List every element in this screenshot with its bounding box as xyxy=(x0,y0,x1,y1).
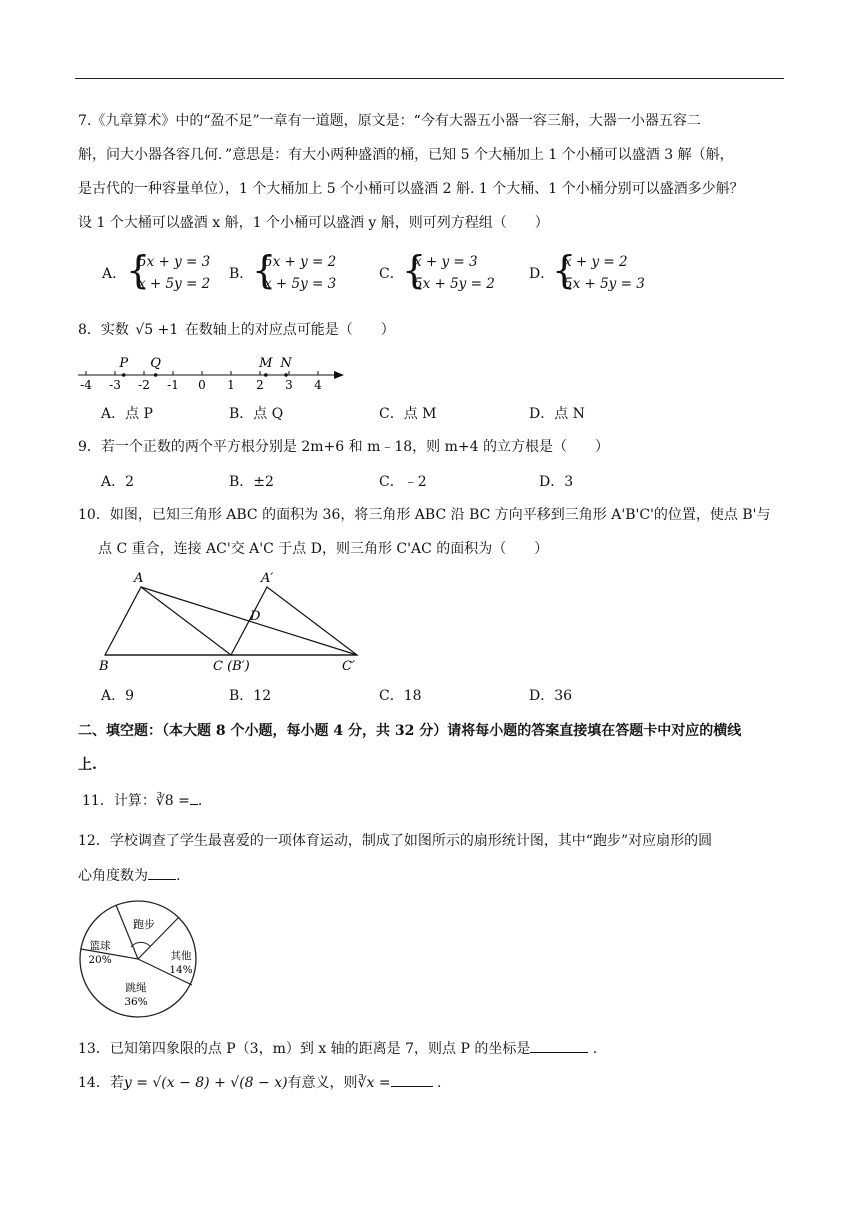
point-label: P xyxy=(119,356,129,371)
q7-line2: 斛，问大小器各容几何．”意思是：有大小两种盛酒的桶，已知 5 个大桶加上 1 个小桶可以盛酒 3 解（斛， xyxy=(78,147,734,163)
pie-label-basketball: 篮球 xyxy=(89,940,111,952)
q13-post: . xyxy=(588,1041,598,1057)
number-line-figure xyxy=(76,348,356,392)
equation: x + y = 3 xyxy=(414,254,478,270)
axis-tick-label: 0 xyxy=(198,378,206,392)
answer-blank xyxy=(148,865,176,880)
pie-label-other-pct: 14% xyxy=(169,964,193,976)
point-label: M xyxy=(259,356,273,371)
q8-option-a: A．点 P xyxy=(101,406,153,422)
q9-stem: 9．若一个正数的两个平方根分别是 2m+6 和 m﹣18，则 m+4 的立方根是（ ） xyxy=(78,439,609,455)
q14 xyxy=(78,1072,441,1093)
q8-stem-pre: 8．实数 xyxy=(78,322,129,338)
q7-line1: 7.《九章算术》中的“盈不足”一章有一道题，原文是：“今有大器五小器一容三斛，大器一小器五容二 xyxy=(78,113,701,129)
section2-heading-line1: 二、填空题：（本大题 8 个小题，每小题 4 分，共 32 分）请将每小题的答案直接填在答题卡中对应的横线 xyxy=(78,723,742,739)
answer-blank xyxy=(391,1072,433,1087)
q10-option-c: C．18 xyxy=(379,688,422,704)
answer-blank xyxy=(530,1038,588,1053)
q12-line2-post: . xyxy=(176,868,181,884)
axis-tick-label: 4 xyxy=(314,378,322,392)
q7-line3: 是古代的一种容量单位），1 个大桶加上 5 个小桶可以盛酒 2 斛. 1 个大桶、1 个小桶分别可以盛酒多少斛？ xyxy=(78,181,744,197)
q7-option-b-label: B． xyxy=(229,266,254,282)
q10-line2: 点 C 重合，连接 AC'交 A'C 于点 D，则三角形 C'AC 的面积为（ ） xyxy=(98,541,549,557)
q12-line2 xyxy=(78,865,180,886)
pie-label-rope-pct: 36% xyxy=(124,996,148,1008)
axis-tick-label: 2 xyxy=(256,378,264,392)
q8-option-b: B．点 Q xyxy=(229,406,284,422)
label-d: D xyxy=(250,609,261,624)
pie-label-rope: 跳绳 xyxy=(125,982,147,994)
arrow-icon xyxy=(334,371,344,379)
equation: x + 5y = 3 xyxy=(264,276,337,292)
q10-option-d: D．36 xyxy=(529,688,573,704)
axis-tick-label: 1 xyxy=(227,378,235,392)
q9-option-a: A．2 xyxy=(101,474,135,490)
q14-expr: y = √(x − 8) + √(8 − x) xyxy=(123,1075,288,1091)
brace-icon: { xyxy=(126,248,151,292)
axis-tick-label: -4 xyxy=(80,378,92,392)
axis-tick-label: -1 xyxy=(167,378,179,392)
q7-line4: 设 1 个大桶可以盛酒 x 斛，1 个小桶可以盛酒 y 斛，则可列方程组（ ） xyxy=(78,215,549,231)
q8-stem-expr: √5 +1 xyxy=(135,322,179,338)
q13 xyxy=(78,1038,597,1059)
q9-option-d: D．3 xyxy=(539,474,574,490)
q10-option-b: B．12 xyxy=(229,688,272,704)
axis-tick-label: -3 xyxy=(109,378,121,392)
axis-tick-label: 3 xyxy=(285,378,293,392)
q13-pre: 13．已知第四象限的点 P（3，m）到 x 轴的距离是 7，则点 P 的坐标是 xyxy=(78,1041,531,1057)
pie-chart-figure xyxy=(76,897,200,1021)
equation: 5x + 5y = 2 xyxy=(414,276,495,292)
equation: x + 5y = 2 xyxy=(138,276,211,292)
point-label: N xyxy=(280,356,292,371)
q7-option-c-label: C． xyxy=(379,266,404,282)
pie-label-basketball-pct: 20% xyxy=(88,954,112,966)
brace-icon: { xyxy=(402,248,427,292)
brace-icon: { xyxy=(252,248,277,292)
q11-post: . xyxy=(197,793,203,809)
point-marker xyxy=(122,373,126,377)
q12-line2-pre: 心角度数为 xyxy=(78,868,148,884)
q8-option-d: D．点 N xyxy=(529,406,585,422)
header-rule xyxy=(75,78,784,79)
q7-option-d-label: D． xyxy=(529,266,555,282)
label-c-b-prime: C (B′) xyxy=(213,659,250,674)
q8-stem-post: 在数轴上的对应点可能是（ ） xyxy=(184,322,395,338)
label-a: A xyxy=(134,571,144,586)
pie-label-other: 其他 xyxy=(170,950,192,962)
q14-pre: 14．若 xyxy=(78,1075,124,1091)
q7-option-a-label: A． xyxy=(102,266,127,282)
triangle-translation-figure xyxy=(95,565,365,677)
q9-option-b: B．±2 xyxy=(229,474,274,490)
q14-post: . xyxy=(432,1075,442,1091)
pie-label-run: 跑步 xyxy=(133,918,155,931)
section2-heading-line2: 上. xyxy=(78,757,97,773)
q11-expr: ∛8 = xyxy=(155,793,190,809)
q11-pre: 11．计算： xyxy=(82,793,156,809)
equation: 5x + y = 2 xyxy=(264,254,337,270)
label-a-prime: A′ xyxy=(261,571,274,586)
point-marker xyxy=(264,373,268,377)
q10-option-a: A．9 xyxy=(101,688,135,704)
label-b: B xyxy=(99,659,109,674)
q14-mid: 有意义，则 xyxy=(287,1075,358,1091)
point-label: Q xyxy=(150,356,161,371)
label-c-prime: C′ xyxy=(342,659,355,674)
q8-option-c: C．点 M xyxy=(379,406,437,422)
q11 xyxy=(82,790,202,811)
equation: 5x + 5y = 3 xyxy=(564,276,645,292)
q9-option-c: C．﹣2 xyxy=(379,474,427,490)
q12-line1: 12．学校调查了学生最喜爱的一项体育运动，制成了如图所示的扇形统计图，其中“跑步”对应扇形的圆 xyxy=(78,833,713,849)
point-marker xyxy=(284,373,288,377)
equation: x + y = 2 xyxy=(564,254,628,270)
q14-expr2: ∛x = xyxy=(357,1075,391,1091)
answer-blank xyxy=(190,790,198,805)
point-marker xyxy=(154,373,158,377)
q8-stem xyxy=(78,320,395,340)
equation: 5x + y = 3 xyxy=(138,254,211,270)
axis-tick-label: -2 xyxy=(138,378,150,392)
brace-icon: { xyxy=(552,248,577,292)
q10-line1: 10．如图，已知三角形 ABC 的面积为 36，将三角形 ABC 沿 BC 方向平移到三角形 A'B'C'的位置，使点 B'与 xyxy=(78,507,771,523)
